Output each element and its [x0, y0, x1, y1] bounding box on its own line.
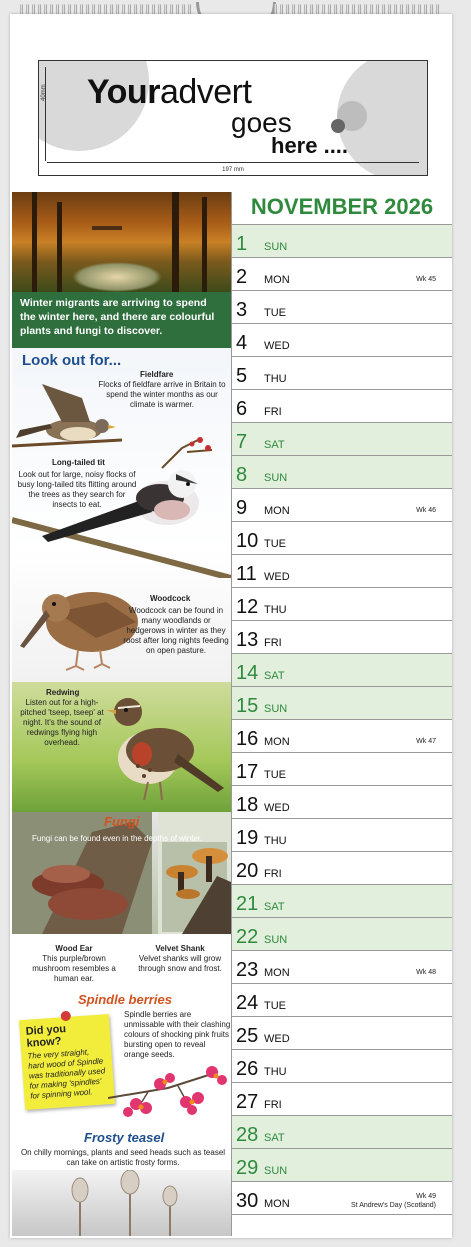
advert-height-label: 40mm: [41, 84, 47, 101]
day-number: 5: [236, 365, 248, 387]
day-row: [232, 654, 452, 687]
day-name: WED: [264, 571, 290, 583]
day-row: [232, 1083, 452, 1116]
day-number: 7: [236, 431, 248, 453]
spindle-berries-text: Spindle berries are unmissable with their clashing colours of shocking pink fruits bursting open to reveal orange seeds.: [124, 1010, 231, 1059]
month-title: NOVEMBER 2026: [250, 194, 434, 219]
day-number: 28: [236, 1124, 259, 1146]
day-row: [232, 753, 452, 786]
day-name: MON: [264, 505, 290, 517]
day-row: [232, 918, 452, 951]
advert-dot-small: [331, 119, 345, 133]
day-row: [232, 555, 452, 588]
day-name: SAT: [264, 1132, 285, 1144]
day-note: [351, 1192, 436, 1210]
day-name: MON: [264, 967, 290, 979]
day-name: SUN: [264, 934, 288, 946]
day-number: 30: [236, 1190, 259, 1212]
day-row: [232, 1050, 452, 1083]
woodcock-title: Woodcock: [150, 594, 191, 603]
day-row: [232, 984, 452, 1017]
day-number: 22: [236, 926, 259, 948]
day-row: [232, 1182, 452, 1215]
advert-width-label: 197 mm: [222, 167, 244, 173]
day-row: [232, 324, 452, 357]
day-row: [232, 456, 452, 489]
day-number: 10: [236, 530, 259, 552]
day-name: WED: [264, 802, 290, 814]
day-row: [232, 423, 452, 456]
tree-trunk: [57, 202, 62, 292]
day-row: [232, 951, 452, 984]
wood-ear-title: Wood Ear: [55, 944, 93, 953]
day-name: MON: [264, 1198, 290, 1210]
redwing-illustration: [98, 688, 228, 806]
day-name: WED: [264, 1033, 290, 1045]
day-name: MON: [264, 274, 290, 286]
fungi-photo-section: [12, 812, 231, 934]
redwing-title: Redwing: [46, 688, 80, 697]
velvet-shank-text: Velvet shanks will grow through snow and frost.: [138, 954, 222, 973]
day-name: WED: [264, 340, 290, 352]
spindle-berries-title: Spindle berries: [78, 992, 172, 1007]
redwing-section: [12, 682, 231, 812]
wood-ear-text: This purple/brown mushroom resembles a human ear.: [32, 954, 116, 983]
week-number: Wk 48: [416, 969, 436, 976]
day-name: SAT: [264, 670, 285, 682]
tree-trunk: [202, 197, 207, 292]
week-number: Wk 45: [416, 276, 436, 283]
woodcock-text: Woodcock can be found in many woodlands or hedgerows in winter as they roost after long nights feeding on open pasture.: [123, 606, 229, 655]
day-name: MON: [264, 736, 290, 748]
tree-trunk: [172, 192, 179, 292]
advert-line-1: Youradvert: [87, 73, 252, 111]
day-name: THU: [264, 1066, 287, 1078]
advert-width-dimension: [47, 162, 419, 163]
fungi-title: Fungi: [104, 814, 140, 829]
frosty-teasel-photo: [12, 1170, 231, 1236]
nature-panel: [12, 192, 231, 1236]
day-row: [232, 225, 452, 258]
day-row: [232, 291, 452, 324]
day-number: 12: [236, 596, 259, 618]
day-number: 3: [236, 299, 248, 321]
day-number: 11: [236, 563, 257, 585]
day-number: 16: [236, 728, 259, 750]
day-number: 2: [236, 266, 248, 288]
day-row: [232, 1149, 452, 1182]
spindle-berries-illustration: [108, 1058, 231, 1122]
day-number: 29: [236, 1157, 259, 1179]
day-row: [232, 819, 452, 852]
day-name: TUE: [264, 538, 286, 550]
teasel-illustration: [12, 1170, 231, 1236]
day-name: FRI: [264, 406, 282, 418]
footbridge: [92, 226, 122, 230]
fieldfare-text: Flocks of fieldfare arrive in Britain to spend the winter months as our climate is warmer.: [98, 380, 226, 409]
day-list: [232, 224, 452, 1215]
fungi-illustration: [12, 812, 231, 934]
day-row: [232, 1017, 452, 1050]
frosty-teasel-title: Frosty teasel: [84, 1130, 165, 1145]
day-row: [232, 786, 452, 819]
day-row: [232, 489, 452, 522]
day-name: THU: [264, 604, 287, 616]
day-name: SAT: [264, 439, 285, 451]
day-name: THU: [264, 835, 287, 847]
day-name: SAT: [264, 901, 285, 913]
day-name: FRI: [264, 868, 282, 880]
look-out-for-title: Look out for...: [22, 352, 122, 369]
frosty-teasel-text: On chilly mornings, plants and seed heads such as teasel can take on artistic frosty forms.: [20, 1148, 226, 1167]
day-number: 9: [236, 497, 248, 519]
week-number: Wk 46: [416, 507, 436, 514]
day-name: FRI: [264, 1099, 282, 1111]
advert-box: [38, 60, 428, 176]
day-number: 14: [236, 662, 259, 684]
fungi-subtitle: Fungi can be found even in the depths of winter.: [32, 834, 203, 843]
day-name: FRI: [264, 637, 282, 649]
tree-trunk: [32, 192, 37, 292]
day-number: 15: [236, 695, 259, 717]
look-out-for-section: [12, 348, 231, 682]
day-name: SUN: [264, 472, 288, 484]
day-row: [232, 588, 452, 621]
day-row: [232, 258, 452, 291]
day-number: 21: [236, 893, 259, 915]
day-number: 18: [236, 794, 259, 816]
day-number: 25: [236, 1025, 259, 1047]
day-row: [232, 687, 452, 720]
redwing-text: Listen out for a high-pitched 'tseep, tseep' at night. It's the sound of redwings flying high overhead.: [20, 698, 104, 747]
advert-line-3: here ....: [271, 133, 349, 158]
did-you-know-title: Did you know?: [25, 1023, 67, 1050]
long-tailed-tit-text: Look out for large, noisy flocks of busy long-tailed tits flitting around the trees as they search for insects to eat.: [17, 470, 137, 509]
day-number: 1: [236, 233, 248, 255]
velvet-shank-caption: [132, 944, 228, 974]
stream: [72, 262, 162, 292]
day-name: TUE: [264, 307, 286, 319]
day-number: 27: [236, 1091, 259, 1113]
day-name: SUN: [264, 241, 288, 253]
advert-line-2: goes: [231, 107, 292, 138]
day-number: 26: [236, 1058, 259, 1080]
day-name: TUE: [264, 769, 286, 781]
did-you-know-note: [19, 1014, 115, 1110]
day-number: 19: [236, 827, 259, 849]
day-row: [232, 621, 452, 654]
day-row: [232, 852, 452, 885]
day-number: 24: [236, 992, 259, 1014]
day-row: [232, 885, 452, 918]
autumn-woodland-photo: [12, 192, 231, 292]
fieldfare-title: Fieldfare: [140, 370, 174, 379]
day-number: 4: [236, 332, 248, 354]
advert-height-dimension: [45, 67, 46, 161]
day-name: SUN: [264, 703, 288, 715]
day-number: 8: [236, 464, 248, 486]
long-tailed-tit-illustration: [12, 428, 231, 578]
wood-ear-caption: [28, 944, 120, 984]
day-name: TUE: [264, 1000, 286, 1012]
day-row: [232, 522, 452, 555]
day-number: 23: [236, 959, 259, 981]
day-number: 17: [236, 761, 259, 783]
week-number: Wk 49: [416, 1193, 436, 1200]
day-row: [232, 1116, 452, 1149]
day-number: 20: [236, 860, 259, 882]
pin-icon: [60, 1011, 71, 1022]
day-row: [232, 357, 452, 390]
day-row: [232, 390, 452, 423]
week-number: Wk 47: [416, 738, 436, 745]
day-name: THU: [264, 373, 287, 385]
velvet-shank-title: Velvet Shank: [155, 944, 205, 953]
day-number: 13: [236, 629, 259, 651]
day-number: 6: [236, 398, 248, 420]
day-name: SUN: [264, 1165, 288, 1177]
did-you-know-text: The very straight, hard wood of Spindle was traditionally used for making 'spindles' for spinning wool.: [27, 1047, 106, 1101]
holiday-label: St Andrew's Day (Scotland): [351, 1202, 436, 1209]
long-tailed-tit-title: Long-tailed tit: [52, 458, 105, 467]
day-row: [232, 720, 452, 753]
intro-text: Winter migrants are arriving to spend the winter here, and there are colourful plants and fungi to discover.: [12, 292, 231, 348]
